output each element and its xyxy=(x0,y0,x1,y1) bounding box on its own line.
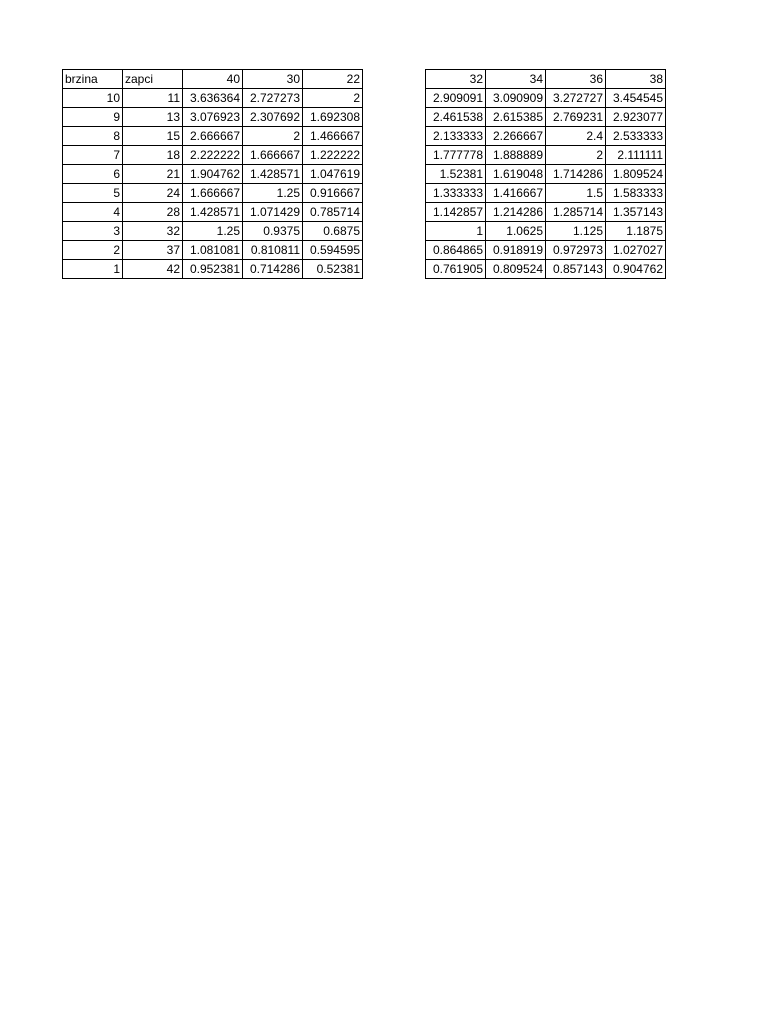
table-cell[interactable]: 1 xyxy=(426,222,486,241)
table-cell[interactable]: 0.916667 xyxy=(303,184,363,203)
table-cell[interactable]: 0.9375 xyxy=(243,222,303,241)
table-cell[interactable]: 2 xyxy=(243,127,303,146)
table-cell[interactable]: 1.666667 xyxy=(183,184,243,203)
gear-ratio-table-right xyxy=(425,69,666,279)
table-row xyxy=(63,203,363,222)
table-cell[interactable]: 2.666667 xyxy=(183,127,243,146)
header-row xyxy=(426,70,666,89)
table-cell[interactable]: 0.952381 xyxy=(183,260,243,279)
table-row xyxy=(426,260,666,279)
table-cell[interactable]: 5 xyxy=(63,184,123,203)
header-cell[interactable]: brzina xyxy=(63,70,123,89)
table-row xyxy=(63,222,363,241)
table-row xyxy=(426,165,666,184)
table-cell[interactable]: 2.769231 xyxy=(546,108,606,127)
table-row xyxy=(63,184,363,203)
table-cell[interactable]: 1.466667 xyxy=(303,127,363,146)
header-cell[interactable]: 40 xyxy=(183,70,243,89)
table-row xyxy=(426,222,666,241)
table-cell[interactable]: 1.047619 xyxy=(303,165,363,184)
table-cell[interactable]: 1.583333 xyxy=(606,184,666,203)
table-row xyxy=(63,108,363,127)
table-cell[interactable]: 1.428571 xyxy=(243,165,303,184)
table-cell[interactable]: 1.428571 xyxy=(183,203,243,222)
table-cell[interactable]: 3.636364 xyxy=(183,89,243,108)
table-cell[interactable]: 13 xyxy=(123,108,183,127)
table-cell[interactable]: 8 xyxy=(63,127,123,146)
table-row xyxy=(63,146,363,165)
table-cell[interactable]: 0.594595 xyxy=(303,241,363,260)
table-cell[interactable]: 32 xyxy=(123,222,183,241)
table-cell[interactable]: 0.52381 xyxy=(303,260,363,279)
table-cell[interactable]: 3.454545 xyxy=(606,89,666,108)
header-cell[interactable]: 38 xyxy=(606,70,666,89)
table-cell[interactable]: 9 xyxy=(63,108,123,127)
table-cell[interactable]: 1.25 xyxy=(243,184,303,203)
table-cell[interactable]: 1.027027 xyxy=(606,241,666,260)
header-cell[interactable]: 34 xyxy=(486,70,546,89)
table-cell[interactable]: 1.619048 xyxy=(486,165,546,184)
table-cell[interactable]: 2 xyxy=(546,146,606,165)
table-cell[interactable]: 2.615385 xyxy=(486,108,546,127)
table-cell[interactable]: 15 xyxy=(123,127,183,146)
table-cell[interactable]: 1.888889 xyxy=(486,146,546,165)
table-cell[interactable]: 0.918919 xyxy=(486,241,546,260)
table-cell[interactable]: 2.727273 xyxy=(243,89,303,108)
header-cell[interactable]: 22 xyxy=(303,70,363,89)
table-cell[interactable]: 2 xyxy=(303,89,363,108)
table-cell[interactable]: 4 xyxy=(63,203,123,222)
table-cell[interactable]: 0.6875 xyxy=(303,222,363,241)
table-cell[interactable]: 1.25 xyxy=(183,222,243,241)
table-cell[interactable]: 0.809524 xyxy=(486,260,546,279)
table-cell[interactable]: 1.809524 xyxy=(606,165,666,184)
table-cell[interactable]: 0.810811 xyxy=(243,241,303,260)
table-cell[interactable]: 2.111111 xyxy=(606,146,666,165)
table-cell[interactable]: 1.081081 xyxy=(183,241,243,260)
table-cell[interactable]: 1.692308 xyxy=(303,108,363,127)
table-cell[interactable]: 2.222222 xyxy=(183,146,243,165)
table-cell[interactable]: 2.266667 xyxy=(486,127,546,146)
table-cell[interactable]: 1.714286 xyxy=(546,165,606,184)
header-row xyxy=(63,70,363,89)
table-cell[interactable]: 0.972973 xyxy=(546,241,606,260)
gear-ratio-table-left xyxy=(62,69,363,279)
table-cell[interactable]: 2.923077 xyxy=(606,108,666,127)
table-row xyxy=(63,165,363,184)
table-cell[interactable]: 3.076923 xyxy=(183,108,243,127)
table-cell[interactable]: 1.142857 xyxy=(426,203,486,222)
table-cell[interactable]: 0.857143 xyxy=(546,260,606,279)
table-cell[interactable]: 42 xyxy=(123,260,183,279)
header-cell[interactable]: 32 xyxy=(426,70,486,89)
table-row xyxy=(63,89,363,108)
table-cell[interactable]: 6 xyxy=(63,165,123,184)
table-cell[interactable]: 2.307692 xyxy=(243,108,303,127)
table-cell[interactable]: 11 xyxy=(123,89,183,108)
table-cell[interactable]: 1.5 xyxy=(546,184,606,203)
table-row xyxy=(426,241,666,260)
table-row xyxy=(63,241,363,260)
header-cell[interactable]: zapci xyxy=(123,70,183,89)
table-cell[interactable]: 2.909091 xyxy=(426,89,486,108)
table-cell[interactable]: 37 xyxy=(123,241,183,260)
table-row xyxy=(426,89,666,108)
header-cell[interactable]: 30 xyxy=(243,70,303,89)
table-cell[interactable]: 2 xyxy=(63,241,123,260)
table-cell[interactable]: 1.214286 xyxy=(486,203,546,222)
table-row xyxy=(426,127,666,146)
table-cell[interactable]: 2.533333 xyxy=(606,127,666,146)
table-cell[interactable]: 7 xyxy=(63,146,123,165)
header-cell[interactable]: 36 xyxy=(546,70,606,89)
table-cell[interactable]: 3.090909 xyxy=(486,89,546,108)
table-row xyxy=(426,146,666,165)
table-cell[interactable]: 28 xyxy=(123,203,183,222)
table-cell[interactable]: 1.666667 xyxy=(243,146,303,165)
table-cell[interactable]: 0.785714 xyxy=(303,203,363,222)
table-row xyxy=(426,184,666,203)
table-cell[interactable]: 0.904762 xyxy=(606,260,666,279)
table-cell[interactable]: 10 xyxy=(63,89,123,108)
table-cell[interactable]: 1.1875 xyxy=(606,222,666,241)
table-cell[interactable]: 18 xyxy=(123,146,183,165)
table-cell[interactable]: 21 xyxy=(123,165,183,184)
table-cell[interactable]: 2.461538 xyxy=(426,108,486,127)
table-row xyxy=(426,203,666,222)
table-cell[interactable]: 1.333333 xyxy=(426,184,486,203)
table-row xyxy=(63,127,363,146)
table-row xyxy=(63,260,363,279)
table-row xyxy=(426,108,666,127)
table-cell[interactable]: 3.272727 xyxy=(546,89,606,108)
table-cell[interactable]: 1.222222 xyxy=(303,146,363,165)
table-cell[interactable]: 2.4 xyxy=(546,127,606,146)
table-cell[interactable]: 1.357143 xyxy=(606,203,666,222)
table-cell[interactable]: 1.125 xyxy=(546,222,606,241)
table-cell[interactable]: 1.416667 xyxy=(486,184,546,203)
table-cell[interactable]: 0.864865 xyxy=(426,241,486,260)
table-cell[interactable]: 1.0625 xyxy=(486,222,546,241)
table-cell[interactable]: 0.761905 xyxy=(426,260,486,279)
table-cell[interactable]: 1.285714 xyxy=(546,203,606,222)
table-cell[interactable]: 1.777778 xyxy=(426,146,486,165)
table-cell[interactable]: 1.904762 xyxy=(183,165,243,184)
table-cell[interactable]: 24 xyxy=(123,184,183,203)
table-cell[interactable]: 1.52381 xyxy=(426,165,486,184)
table-cell[interactable]: 1.071429 xyxy=(243,203,303,222)
table-cell[interactable]: 2.133333 xyxy=(426,127,486,146)
table-cell[interactable]: 3 xyxy=(63,222,123,241)
table-cell[interactable]: 0.714286 xyxy=(243,260,303,279)
table-cell[interactable]: 1 xyxy=(63,260,123,279)
